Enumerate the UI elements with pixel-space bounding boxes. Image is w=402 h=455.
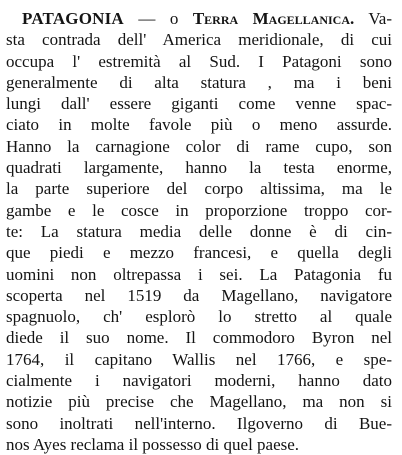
entry-alt-name: Terra Magellanica.: [192, 9, 355, 28]
entry-line-3: generalmente di alta statura , ma i beni: [6, 72, 392, 92]
entry-first-line: [6, 8, 392, 29]
entry-line-19: sono inoltrati nell'interno. Ilgoverno di Bue-: [6, 413, 392, 433]
dictionary-entry: [6, 8, 392, 455]
entry-headword: PATAGONIA: [22, 9, 124, 28]
entry-line-12: uomini non oltrepassa i sei. La Patagonia fu: [6, 264, 392, 284]
entry-line-9: gambe e le cosce in proporzione troppo cor-: [6, 200, 392, 220]
entry-line-2: occupa l' estremità al Sud. I Patagoni sono: [6, 51, 392, 71]
entry-line-8: la parte superiore del corpo altissima, ma le: [6, 179, 392, 199]
entry-line-0: Va-: [354, 9, 393, 28]
entry-line-13: scoperta nel 1519 da Magellano, navigatore: [6, 285, 392, 305]
entry-line-4: lungi dall' essere giganti come venne spac-: [6, 94, 392, 114]
entry-line-5: ciato in molte favole più o meno assurde.: [6, 115, 392, 135]
entry-line-16: 1764, il capitano Wallis nel 1766, e spe-: [6, 349, 392, 369]
entry-line-15: diede il suo nome. Il commodoro Byron nel: [6, 328, 392, 348]
entry-line-1: sta contrada dell' America meridionale, di cui: [6, 30, 392, 50]
entry-line-18: notizie più precise che Magellano, ma non si: [6, 392, 392, 412]
entry-line-17: cialmente i navigatori moderni, hanno dato: [6, 371, 392, 391]
entry-line-14: spagnuolo, ch' esplorò lo stretto al quale: [6, 307, 392, 327]
entry-line-7: quadrati largamente, hanno la testa enorme,: [6, 158, 392, 178]
entry-line-20: nos Ayes reclama il possesso di quel paese.: [6, 434, 300, 454]
entry-dash: — o: [123, 9, 193, 28]
entry-line-6: Hanno la carnagione color di rame cupo, son: [6, 136, 392, 156]
entry-line-11: que piedi e mezzo francesi, e quella degli: [6, 243, 392, 263]
entry-line-10: te: La statura media delle donne è di cin-: [6, 221, 392, 241]
